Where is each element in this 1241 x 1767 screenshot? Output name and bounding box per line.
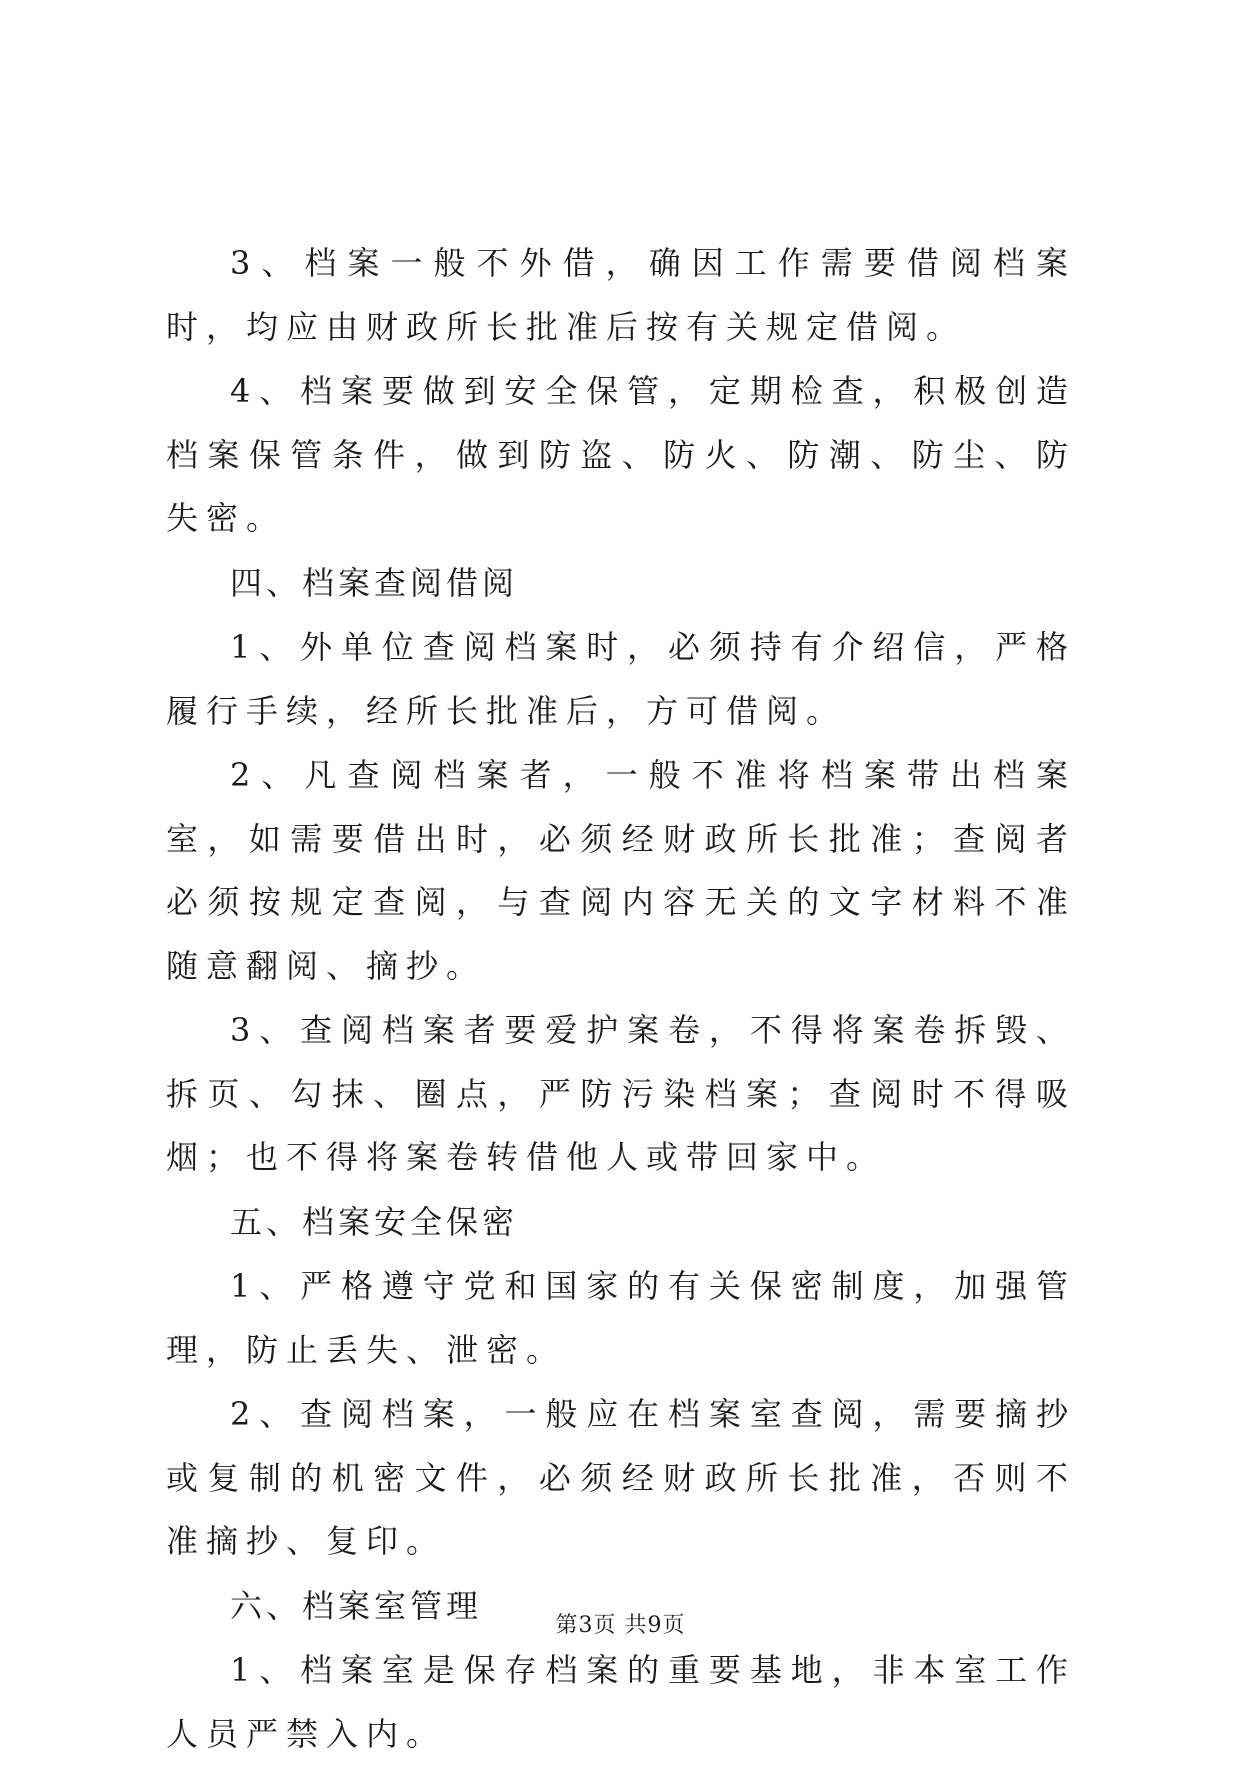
paragraph-archive-lending: 3、档案一般不外借，确因工作需要借阅档案时，均应由财政所长批准后按有关规定借阅。	[166, 244, 1076, 346]
section-heading-room-management: 六、档案室管理	[230, 1586, 483, 1625]
page-number-footer: 第3页 共9页	[555, 1613, 686, 1638]
section-heading-security: 五、档案安全保密	[230, 1202, 519, 1241]
paragraph-protect-files: 3、查阅档案者要爱护案卷，不得将案卷拆毁、拆页、勾抹、圈点，严防污染档案；查阅时不得吸烟；也不得将案卷转借他人或带回家中。	[166, 1011, 1076, 1176]
paragraph-external-consult: 1、外单位查阅档案时，必须持有介绍信，严格履行手续，经所长批准后，方可借阅。	[166, 628, 1076, 730]
section-heading-consult-borrow: 四、档案查阅借阅	[230, 563, 519, 602]
document-body	[166, 232, 1076, 1767]
paragraph-consult-rules: 2、凡查阅档案者，一般不准将档案带出档案室，如需要借出时，必须经财政所长批准；查阅者必须按规定查阅，与查阅内容无关的文字材料不准随意翻阅、摘抄。	[166, 756, 1076, 985]
paragraph-archive-safekeeping: 4、档案要做到安全保管，定期检查，积极创造档案保管条件，做到防盗、防火、防潮、防尘、防失密。	[166, 372, 1076, 537]
paragraph-copy-approval: 2、查阅档案，一般应在档案室查阅，需要摘抄或复制的机密文件，必须经财政所长批准，否则不准摘抄、复印。	[166, 1395, 1076, 1560]
paragraph-room-access: 1、档案室是保存档案的重要基地，非本室工作人员严禁入内。	[166, 1651, 1076, 1753]
paragraph-confidentiality: 1、严格遵守党和国家的有关保密制度，加强管理，防止丢失、泄密。	[166, 1267, 1076, 1369]
